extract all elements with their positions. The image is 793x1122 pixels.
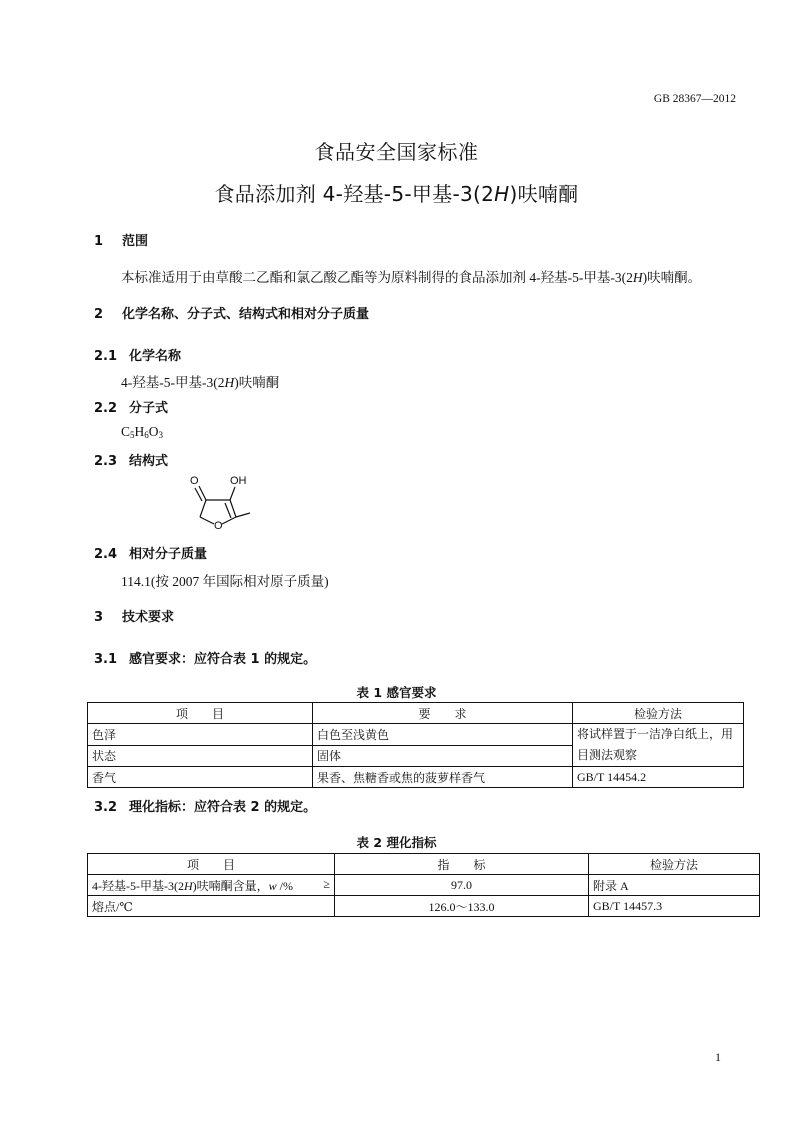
method-line-1: 将试样置于一洁净白纸上，用 (577, 727, 734, 741)
bond-c4-c5-double (225, 503, 231, 518)
item-suffix: )呋喃酮含量， (192, 878, 269, 893)
section-2-2-heading (94, 397, 168, 416)
cell-method: GB/T 14454.2 (573, 767, 744, 788)
section-title: 结构式 (129, 454, 169, 469)
page-number: 1 (715, 1050, 721, 1064)
section-number: 3 (94, 610, 104, 625)
table-row (88, 767, 744, 788)
section-title: 感官要求：应符合表 1 的规定。 (129, 652, 317, 667)
section-3-1-heading (94, 648, 316, 667)
subtitle-italic-h: H (494, 182, 510, 206)
section-title: 理化指标：应符合表 2 的规定。 (129, 800, 317, 815)
table-row (88, 724, 744, 746)
bond-c5-methyl (236, 513, 250, 517)
section-2-heading (94, 303, 369, 322)
section-number: 2 (94, 307, 104, 322)
table-1-caption: 表 1 感官要求 (356, 685, 437, 700)
section-number: 2.4 (94, 547, 118, 562)
table-row (88, 896, 760, 917)
item-sign: ≥ (323, 876, 330, 891)
section-2-3-heading (94, 450, 168, 469)
table-1 (87, 702, 744, 788)
cell-item: 香气 (88, 767, 313, 788)
page-subtitle (0, 178, 793, 207)
carbonyl-oxygen-label: O (190, 475, 199, 487)
formula-o: O (148, 424, 159, 439)
section-1-body (121, 266, 701, 286)
section-title: 化学名称、分子式、结构式和相对分子质量 (122, 307, 370, 322)
section-3-heading (94, 606, 174, 625)
header-method: 检验方法 (573, 703, 744, 724)
hydroxyl-label: OH (230, 475, 247, 487)
item-variable: w (268, 878, 277, 893)
cell-item: 状态 (88, 745, 313, 767)
molecular-formula (121, 424, 163, 440)
method-line-2: 目测法观察 (577, 748, 638, 762)
formula-c: C (121, 424, 131, 439)
body-prefix: 本标准适用于由草酸二乙酯和氯乙酸乙酯等为原料制得的食品添加剂 4-羟基-5-甲基-3(2 (121, 270, 633, 285)
cell-method: GB/T 14457.3 (589, 896, 760, 917)
section-number: 3.1 (94, 652, 118, 667)
name-italic-h: H (224, 375, 235, 390)
bond-c5-o1 (222, 517, 236, 524)
formula-c-count: 5 (130, 430, 135, 440)
section-2-4-heading (94, 543, 207, 562)
section-title: 范围 (122, 234, 149, 249)
header-value: 指 标 (335, 854, 589, 875)
cell-method: 附录 A (589, 875, 760, 896)
name-suffix: )呋喃酮 (234, 375, 280, 390)
section-title: 相对分子质量 (129, 547, 208, 562)
header-method: 检验方法 (589, 854, 760, 875)
standard-code: GB 28367—2012 (653, 93, 736, 105)
body-italic-h: H (632, 270, 643, 285)
cell-method-merged (573, 724, 744, 767)
cell-item: 熔点/℃ (88, 896, 335, 917)
page-title: 食品安全国家标准 (314, 140, 479, 164)
name-prefix: 4-羟基-5-甲基-3(2 (121, 375, 225, 390)
header-item: 项 目 (88, 854, 335, 875)
cell-item (88, 875, 335, 896)
section-number: 2.2 (94, 401, 118, 416)
item-prefix: 4-羟基-5-甲基-3(2 (92, 878, 184, 893)
cell-requirement: 白色至浅黄色 (313, 724, 573, 746)
subtitle-prefix: 食品添加剂 4-羟基-5-甲基-3(2 (214, 182, 495, 206)
formula-h: H (134, 424, 145, 439)
section-number: 2.3 (94, 454, 118, 469)
header-item: 项 目 (88, 703, 313, 724)
cell-requirement: 固体 (313, 745, 573, 767)
table-2-caption: 表 2 理化指标 (356, 835, 437, 850)
subtitle-suffix: )呋喃酮 (509, 182, 579, 206)
bond-c2-c3 (200, 500, 206, 517)
bond-c4-oh (230, 487, 235, 500)
section-2-1-heading (94, 345, 181, 364)
table-header-row (88, 854, 760, 875)
item-italic-h: H (183, 878, 193, 893)
table-header-row (88, 703, 744, 724)
bond-o1-c2 (200, 517, 214, 524)
section-title: 分子式 (129, 401, 169, 416)
cell-value: 97.0 (335, 875, 589, 896)
section-title: 技术要求 (122, 610, 175, 625)
section-number: 3.2 (94, 800, 118, 815)
item-unit: /% (276, 878, 294, 893)
body-suffix: )呋喃酮。 (642, 270, 702, 285)
structural-formula (180, 470, 260, 532)
chemical-name (121, 371, 279, 391)
table-2 (87, 853, 760, 917)
section-number: 1 (94, 234, 104, 249)
ring-oxygen-label: O (214, 520, 223, 532)
cell-value: 126.0～133.0 (335, 896, 589, 917)
header-requirement: 要 求 (313, 703, 573, 724)
molecular-mass: 114.1(按 2007 年国际相对原子质量) (121, 574, 329, 589)
table-row (88, 875, 760, 896)
section-1-heading (94, 230, 148, 249)
bond-c4-c5 (230, 500, 236, 517)
section-3-2-heading (94, 796, 316, 815)
formula-h-count: 6 (144, 430, 149, 440)
section-number: 2.1 (94, 349, 118, 364)
section-title: 化学名称 (129, 349, 182, 364)
cell-requirement: 果香、焦糖香或焦的菠萝样香气 (313, 767, 573, 788)
cell-item: 色泽 (88, 724, 313, 746)
formula-o-count: 3 (158, 430, 164, 440)
